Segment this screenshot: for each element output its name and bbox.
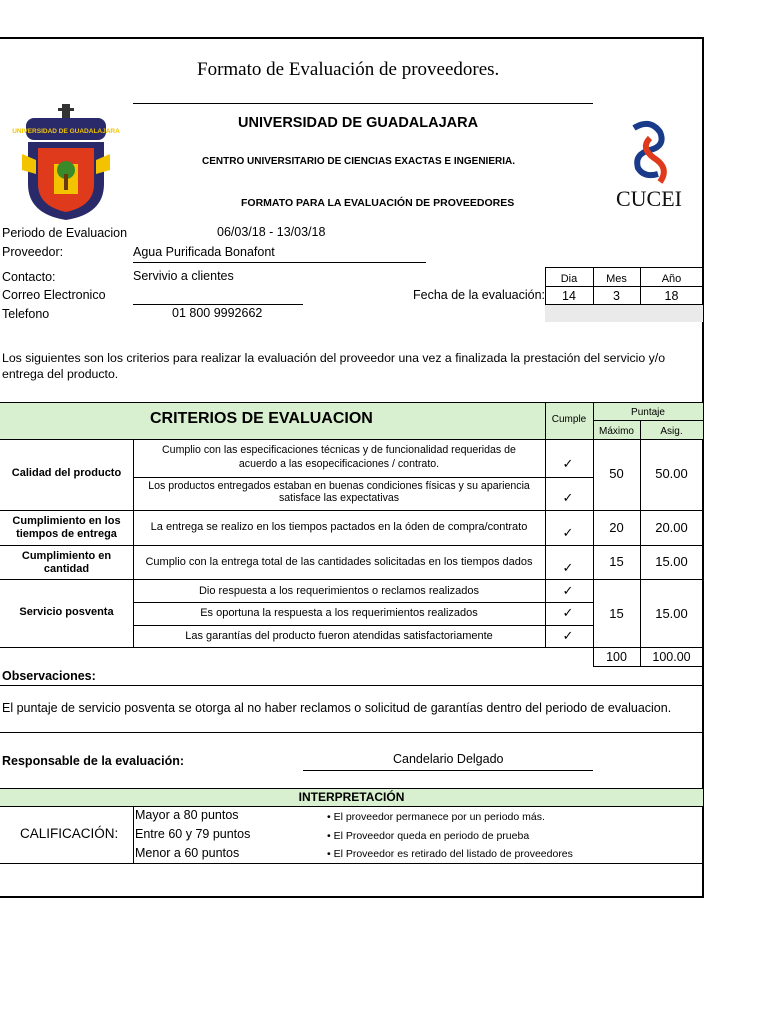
check-icon: ✓ bbox=[562, 584, 574, 599]
title-underline bbox=[133, 103, 593, 104]
format-title: FORMATO PARA LA EVALUACIÓN DE PROVEEDORES bbox=[241, 197, 515, 209]
cumple-header: Cumple bbox=[551, 414, 587, 425]
range-2: Entre 60 y 79 puntos bbox=[135, 827, 251, 841]
signature-line bbox=[303, 770, 593, 771]
contacto-label: Contacto: bbox=[2, 270, 56, 284]
cat1-max: 50 bbox=[609, 466, 624, 481]
dia-label: Dia bbox=[560, 273, 578, 285]
check-icon: ✓ bbox=[562, 606, 574, 621]
description-1: • El proveedor permanece por un periodo más. bbox=[327, 811, 545, 823]
criterion-2: La entrega se realizo en los tiempos pactados en la óden de compra/contrato bbox=[150, 521, 528, 533]
criterion-4c: Las garantías del producto fueron atendidas satisfactoriamente bbox=[185, 630, 493, 642]
check-icon: ✓ bbox=[562, 561, 574, 576]
check-icon: ✓ bbox=[562, 526, 574, 541]
intro-line-2: entrega del producto. bbox=[2, 367, 119, 381]
anio-value: 18 bbox=[664, 289, 679, 303]
total-asig: 100.00 bbox=[652, 650, 691, 664]
check-icon: ✓ bbox=[562, 457, 574, 472]
calificacion-label: CALIFICACIÓN: bbox=[20, 826, 119, 841]
check-icon: ✓ bbox=[562, 491, 574, 506]
university-name: UNIVERSIDAD DE GUADALAJARA bbox=[238, 115, 479, 131]
criterion-1b-line2: satisface las expectativas bbox=[278, 492, 400, 504]
anio-label: Año bbox=[661, 273, 682, 285]
mes-label: Mes bbox=[606, 273, 627, 285]
dia-value: 14 bbox=[562, 289, 576, 303]
cat3-max: 15 bbox=[609, 554, 624, 569]
criterion-1b-line1: Los productos entregados estaban en buenas condiciones físicas y su apariencia bbox=[148, 480, 530, 492]
asig-header: Asig. bbox=[660, 426, 683, 437]
cat3-asig: 15.00 bbox=[655, 554, 688, 569]
puntaje-header: Puntaje bbox=[631, 407, 665, 418]
category-tiempos-line2: tiempos de entrega bbox=[16, 528, 117, 540]
document-title: Formato de Evaluación de proveedores. bbox=[197, 59, 500, 80]
interpretacion-header: INTERPRETACIÓN bbox=[298, 790, 405, 804]
proveedor-underline bbox=[133, 262, 426, 263]
category-tiempos-line1: Cumplimiento en los bbox=[12, 515, 121, 527]
description-3: • El Proveedor es retirado del listado de proveedores bbox=[327, 848, 573, 860]
criterion-4b: Es oportuna la respuesta a los requerimientos realizados bbox=[200, 607, 478, 619]
range-1: Mayor a 80 puntos bbox=[135, 808, 239, 822]
periodo-label: Periodo de Evaluacion bbox=[2, 226, 128, 240]
cat1-asig: 50.00 bbox=[655, 466, 688, 481]
telefono-value: 01 800 9992662 bbox=[172, 306, 263, 320]
criteria-header: CRITERIOS DE EVALUACION bbox=[150, 410, 373, 427]
proveedor-label: Proveedor: bbox=[2, 245, 64, 259]
seal-ribbon-text: UNIVERSIDAD DE GUADALAJARA bbox=[12, 128, 120, 135]
total-max: 100 bbox=[606, 650, 627, 664]
proveedor-value: Agua Purificada Bonafont bbox=[133, 245, 275, 259]
mes-value: 3 bbox=[613, 289, 620, 303]
fecha-label: Fecha de la evaluación: bbox=[413, 288, 546, 302]
description-2: • El Proveedor queda en periodo de prueba bbox=[327, 830, 530, 842]
category-cantidad-line1: Cumplimiento en bbox=[21, 550, 112, 562]
telefono-label: Telefono bbox=[2, 307, 50, 321]
cat4-max: 15 bbox=[609, 606, 624, 621]
correo-label: Correo Electronico bbox=[2, 288, 106, 302]
responsable-label: Responsable de la evaluación: bbox=[2, 754, 185, 768]
maximo-header: Máximo bbox=[598, 426, 634, 437]
responsable-value: Candelario Delgado bbox=[393, 752, 504, 766]
cucei-text: CUCEI bbox=[616, 186, 682, 211]
intro-line-1: Los siguientes son los criterios para realizar la evaluación del proveedor una vez a finalizada la prestación del servicio y/o bbox=[2, 351, 666, 365]
periodo-value: 06/03/18 - 13/03/18 bbox=[217, 225, 326, 239]
observaciones-text: El puntaje de servicio posventa se otorga al no haber reclamos o solicitud de garantías dentro del periodo de evaluacion. bbox=[2, 701, 672, 715]
range-3: Menor a 60 puntos bbox=[135, 846, 240, 860]
udeg-seal-logo bbox=[12, 104, 120, 222]
observaciones-label: Observaciones: bbox=[2, 669, 96, 683]
category-calidad: Calidad del producto bbox=[11, 467, 122, 479]
cucei-logo bbox=[616, 118, 682, 211]
cat2-asig: 20.00 bbox=[655, 520, 688, 535]
criterion-4a: Dio respuesta a los requerimientos o reclamos realizados bbox=[198, 585, 480, 597]
cat2-max: 20 bbox=[609, 520, 624, 535]
center-name: CENTRO UNIVERSITARIO DE CIENCIAS EXACTAS E INGENIERIA. bbox=[202, 156, 515, 167]
correo-underline bbox=[133, 304, 303, 305]
criterion-1a-line2: acuerdo a las esopecificaciones / contrato. bbox=[238, 458, 440, 470]
criterion-3: Cumplio con la entrega total de las cantidades solicitadas en los tiempos dados bbox=[145, 556, 533, 568]
contacto-value: Servivio a clientes bbox=[133, 269, 234, 283]
check-icon: ✓ bbox=[562, 629, 574, 644]
cat4-asig: 15.00 bbox=[655, 606, 688, 621]
criterion-1a-line1: Cumplio con las especificaciones técnicas y de funcionalidad requeridas de bbox=[162, 444, 516, 456]
date-shade bbox=[545, 305, 703, 322]
category-posventa: Servicio posventa bbox=[19, 606, 114, 618]
category-cantidad-line2: cantidad bbox=[43, 563, 90, 575]
